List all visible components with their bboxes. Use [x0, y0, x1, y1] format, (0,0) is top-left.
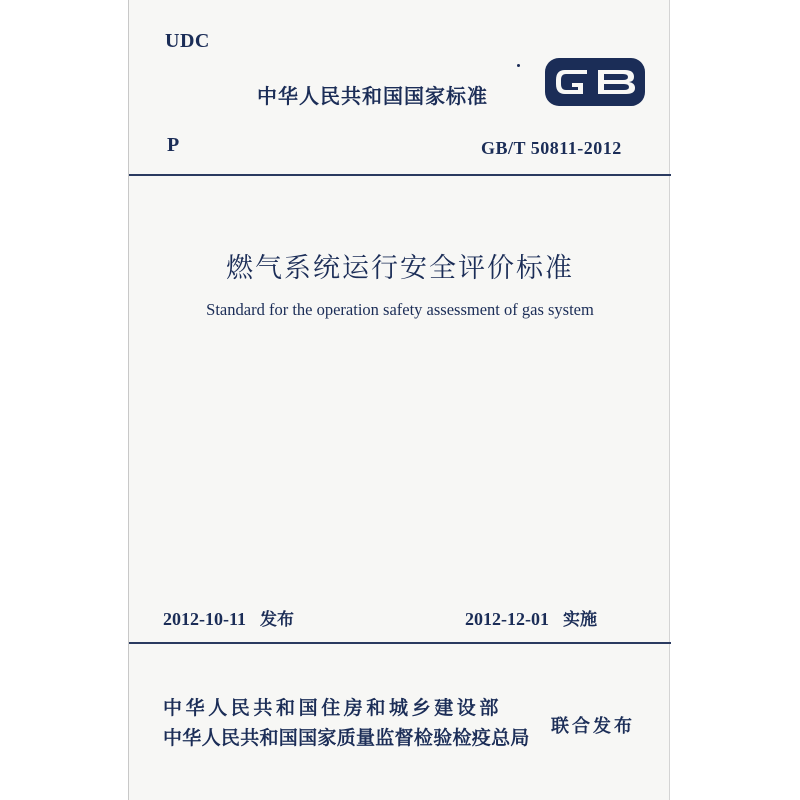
title-english: Standard for the operation safety assessment of gas system — [206, 300, 594, 319]
implement-label: 实施 — [563, 610, 597, 630]
national-standard-title: 中华人民共和国国家标准 — [257, 84, 488, 108]
implement-info — [465, 605, 597, 630]
category-code: P — [167, 134, 180, 156]
udc-label: UDC — [165, 30, 210, 52]
publisher-ministry-housing: 中华人民共和国住房和城乡建设部 — [163, 697, 503, 719]
ink-dot — [517, 64, 520, 67]
issue-date: 2012-10-11 — [163, 609, 246, 629]
top-divider — [129, 174, 671, 176]
implement-date: 2012-12-01 — [465, 609, 549, 629]
issue-info — [163, 605, 294, 630]
bottom-divider — [129, 642, 671, 644]
issue-label: 发布 — [260, 610, 294, 630]
joint-publish-label: 联合发布 — [551, 716, 635, 737]
publisher-aqsiq: 中华人民共和国国家质量监督检验检疫总局 — [163, 727, 530, 749]
standard-number: GB/T 50811-2012 — [481, 138, 622, 158]
standard-cover — [128, 0, 670, 800]
title-chinese: 燃气系统运行安全评价标准 — [226, 253, 574, 284]
gb-logo — [543, 56, 647, 108]
